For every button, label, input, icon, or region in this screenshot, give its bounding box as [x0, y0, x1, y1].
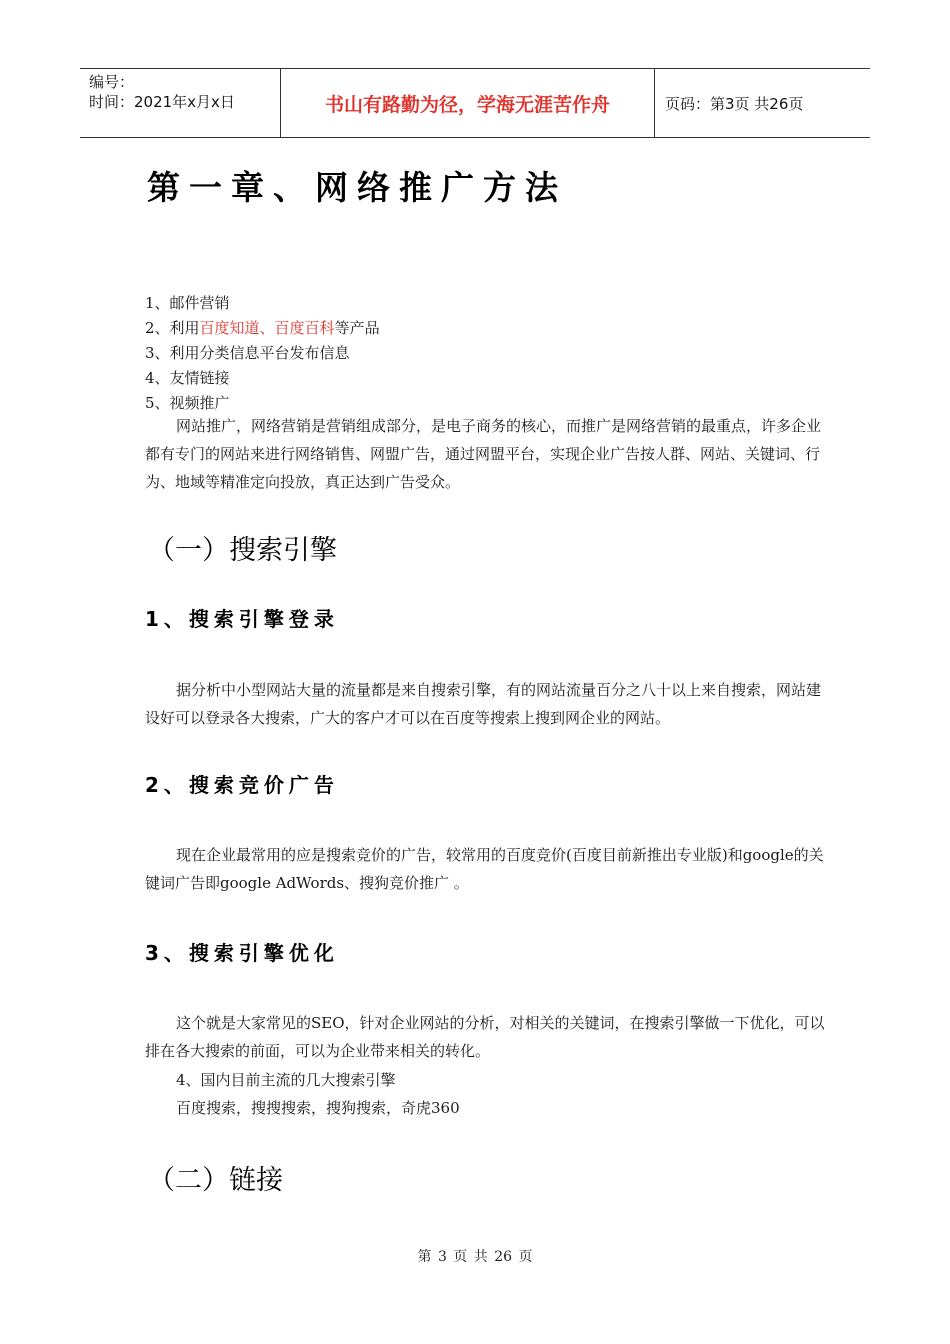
subsection-paragraph: 据分析中小型网站大量的流量都是来自搜索引擎，有的网站流量百分之八十以上来自搜索，网站建设好可以登录各大搜索，广大的客户才可以在百度等搜索上搜到网企业的网站。	[145, 681, 822, 727]
intro-paragraph: 网站推广，网络营销是营销组成部分，是电子商务的核心，而推广是网络营销的最重点，许多企业都有专门的网站来进行网络销售、网盟广告，通过网盟平台，实现企业广告按人群、网站、关键词、行为、地域等精准定向投放，真正达到广告受众。	[145, 417, 822, 491]
page-header	[80, 68, 870, 138]
list-item: 1、邮件营销	[145, 294, 230, 312]
list-item-text: 2、利用	[145, 319, 200, 337]
subsection-heading: 2、搜索竞价广告	[145, 773, 339, 797]
header-motto: 书山有路勤为径，学海无涯苦作舟	[281, 69, 655, 137]
engine-list: 百度搜索，搜搜搜索，搜狗搜索，奇虎360	[176, 1099, 460, 1117]
list-item-text: 等产品	[334, 319, 380, 337]
section-heading: （一）搜索引擎	[148, 535, 337, 566]
subsection-heading: 3、搜索引擎优化	[145, 941, 339, 965]
page-footer: 第 3 页 共 26 页	[417, 1249, 533, 1265]
list-item	[145, 316, 380, 341]
subsection-heading: 1、搜索引擎登录	[145, 607, 339, 631]
list-item: 3、利用分类信息平台发布信息	[145, 344, 350, 362]
document-date-label: 时间：2021年x月x日	[89, 93, 235, 111]
list-item: 4、友情链接	[145, 369, 230, 387]
subsection-paragraph: 现在企业最常用的应是搜索竞价的广告，较常用的百度竞价(百度目前新推出专业版)和google的关键词广告即google AdWords、搜狗竞价推广 。	[145, 846, 824, 892]
chapter-title: 第一章、网络推广方法	[147, 168, 567, 207]
document-number-label: 编号：	[89, 73, 135, 91]
highlight-link-text: 百度知道、百度百科	[199, 319, 335, 337]
method-list	[145, 291, 380, 416]
header-page-info: 页码：第3页 共26页	[665, 94, 804, 113]
engine-list-heading: 4、国内目前主流的几大搜索引擎	[176, 1071, 396, 1089]
list-item: 5、视频推广	[145, 394, 230, 412]
section-heading: （二）链接	[148, 1165, 283, 1196]
subsection-paragraph: 这个就是大家常见的SEO，针对企业网站的分析，对相关的关键词，在搜索引擎做一下优化，可以排在各大搜索的前面，可以为企业带来相关的转化。	[145, 1014, 825, 1060]
header-meta	[80, 69, 281, 137]
